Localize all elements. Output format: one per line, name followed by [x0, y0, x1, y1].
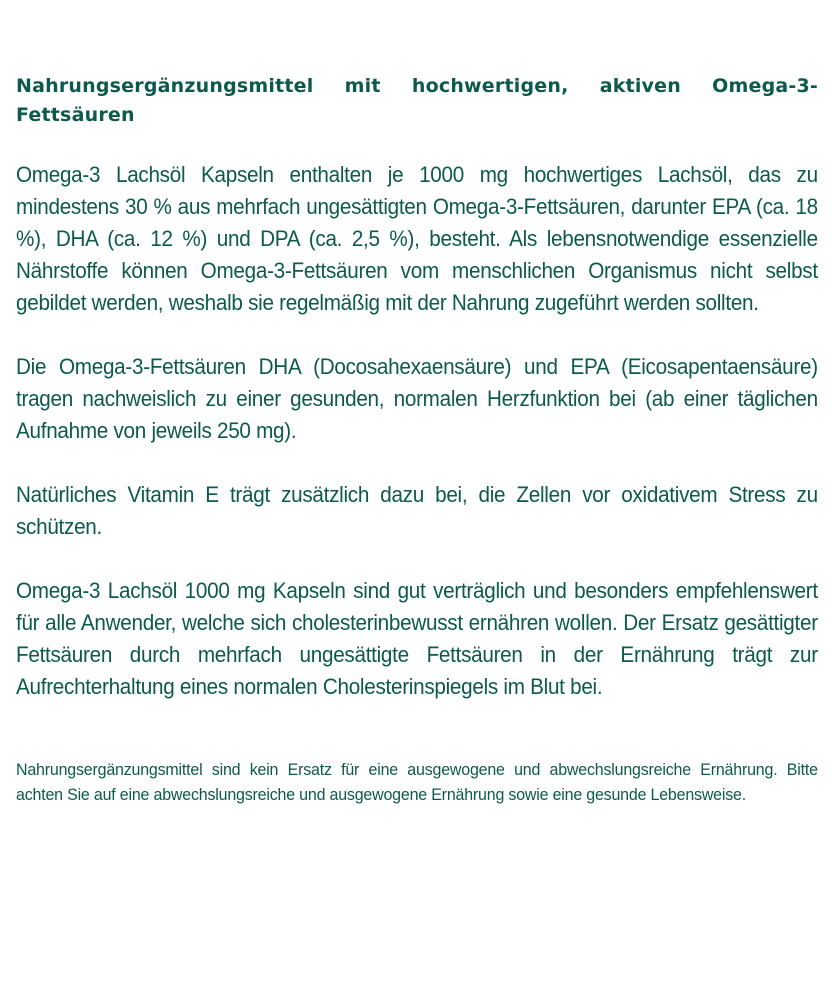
disclaimer-note: Nahrungsergänzungsmittel sind kein Ersatz für eine ausgewogene und abwechslungsreiche Ernährung. Bitte achten Sie auf eine abwechslungsreiche und ausgewogene Ernährung sowie eine gesunde Lebensweise.	[16, 760, 818, 804]
paragraph-heart-health: Die Omega-3-Fettsäuren DHA (Docosahexaensäure) und EPA (Eicosapentaensäure) tragen nachweislich zu einer gesunden, normalen Herzfunktion bei (ab einer täglichen Aufnahme von jeweils 250 mg).	[16, 354, 818, 443]
product-description	[16, 72, 818, 807]
page-title: Nahrungsergänzungsmittel mit hochwertigen, aktiven Omega-3-Fettsäuren	[16, 75, 818, 126]
paragraph-cholesterol: Omega-3 Lachsöl 1000 mg Kapseln sind gut verträglich und besonders empfehlenswert für alle Anwender, welche sich cholesterinbewusst ernähren wollen. Der Ersatz gesättigter Fettsäuren durch mehrfach ungesättigte Fettsäuren in der Ernährung trägt zur Aufrechterhaltung eines normalen Cholesterinspiegels im Blut bei.	[16, 578, 818, 699]
paragraph-product-composition: Omega-3 Lachsöl Kapseln enthalten je 1000 mg hochwertiges Lachsöl, das zu mindestens 30 % aus mehrfach ungesättigten Omega-3-Fettsäuren, darunter EPA (ca. 18 %), DHA (ca. 12 %) und DPA (ca. 2,5 %), besteht. Als lebensnotwendige essenzielle Nährstoffe können Omega-3-Fettsäuren vom menschlichen Organismus nicht selbst gebildet werden, weshalb sie regelmäßig mit der Nahrung zugeführt werden sollten.	[16, 162, 818, 315]
paragraph-vitamin-e: Natürliches Vitamin E trägt zusätzlich dazu bei, die Zellen vor oxidativem Stress zu schützen.	[16, 482, 818, 539]
